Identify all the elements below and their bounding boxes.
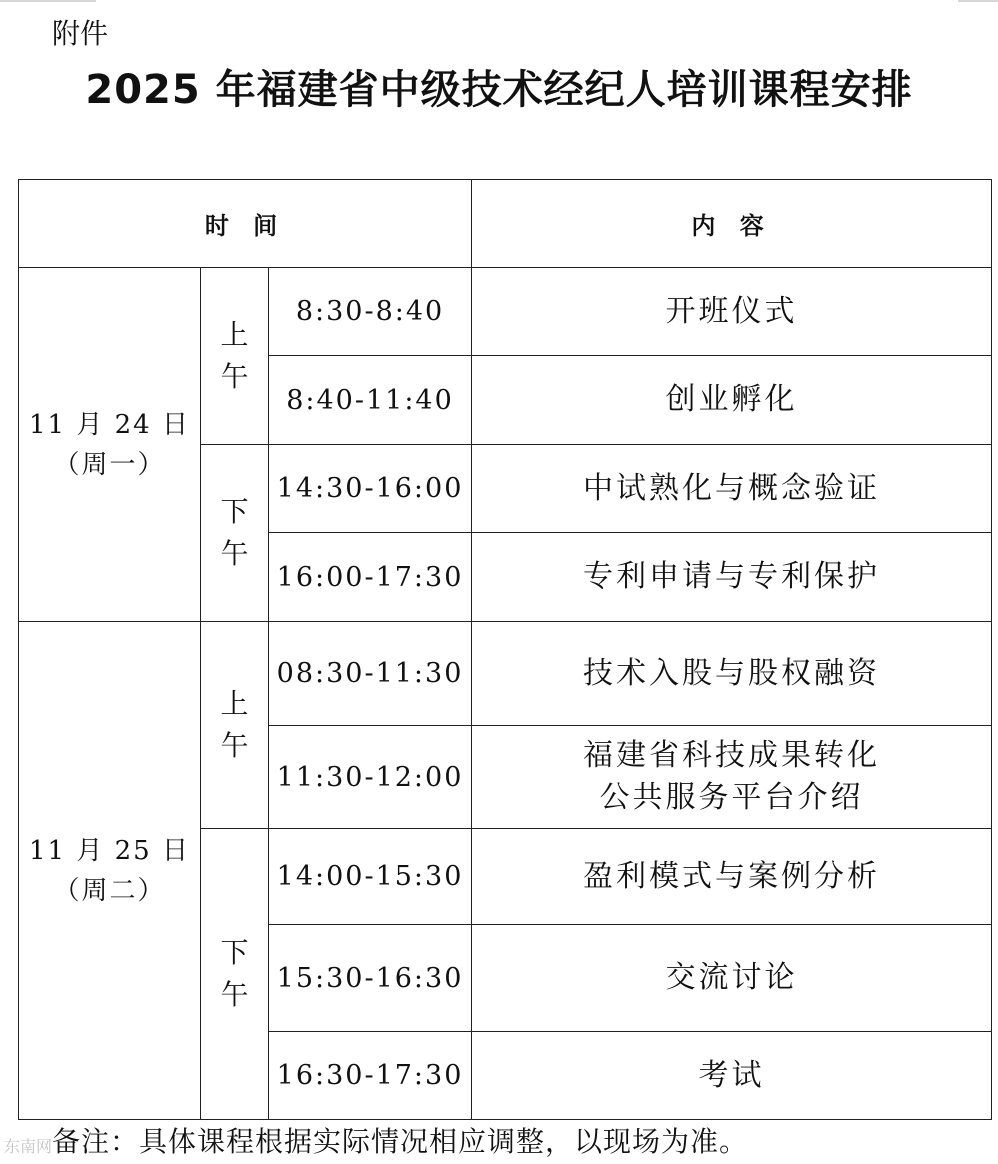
top-left-rule	[0, 0, 96, 2]
content-cell: 开班仪式	[472, 268, 992, 356]
period-morning-day2: 上 午	[201, 622, 269, 829]
table-header-row	[19, 180, 992, 268]
content-cell: 交流讨论	[472, 925, 992, 1032]
content-cell: 创业孵化	[472, 356, 992, 445]
time-cell: 14:00-15:30	[269, 829, 472, 925]
date-cell-day1	[19, 268, 201, 622]
time-cell: 16:00-17:30	[269, 533, 472, 622]
content-cell: 技术入股与股权融资	[472, 622, 992, 726]
attachment-label: 附件	[52, 17, 109, 50]
content-cell: 考试	[472, 1032, 992, 1120]
time-cell: 08:30-11:30	[269, 622, 472, 726]
table-row	[19, 268, 992, 356]
time-cell: 14:30-16:00	[269, 445, 472, 533]
time-cell: 15:30-16:30	[269, 925, 472, 1032]
time-cell: 11:30-12:00	[269, 726, 472, 829]
date-text: 11 月 25 日	[29, 835, 190, 866]
content-cell: 盈利模式与案例分析	[472, 829, 992, 925]
period-morning-day1: 上 午	[201, 268, 269, 445]
page-title: 2025 年福建省中级技术经纪人培训课程安排	[85, 67, 913, 113]
content-cell: 福建省科技成果转化 公共服务平台介绍	[472, 726, 992, 829]
time-cell: 8:30-8:40	[269, 268, 472, 356]
content-cell: 专利申请与专利保护	[472, 533, 992, 622]
table-row	[19, 622, 992, 726]
weekday-text: （周二）	[53, 875, 166, 906]
content-cell: 中试熟化与概念验证	[472, 445, 992, 533]
date-text: 11 月 24 日	[29, 409, 190, 440]
schedule-table	[18, 179, 992, 1120]
time-cell: 8:40-11:40	[269, 356, 472, 445]
footnote: 备注：具体课程根据实际情况相应调整，以现场为准。	[52, 1125, 749, 1158]
header-time: 时 间	[19, 180, 472, 268]
watermark-logo: 东南网	[4, 1137, 53, 1156]
header-content: 内 容	[472, 180, 992, 268]
weekday-text: （周一）	[53, 449, 166, 480]
top-right-rule	[958, 0, 998, 2]
period-afternoon-day2: 下 午	[201, 829, 269, 1120]
period-afternoon-day1: 下 午	[201, 445, 269, 622]
date-cell-day2	[19, 622, 201, 1120]
time-cell: 16:30-17:30	[269, 1032, 472, 1120]
